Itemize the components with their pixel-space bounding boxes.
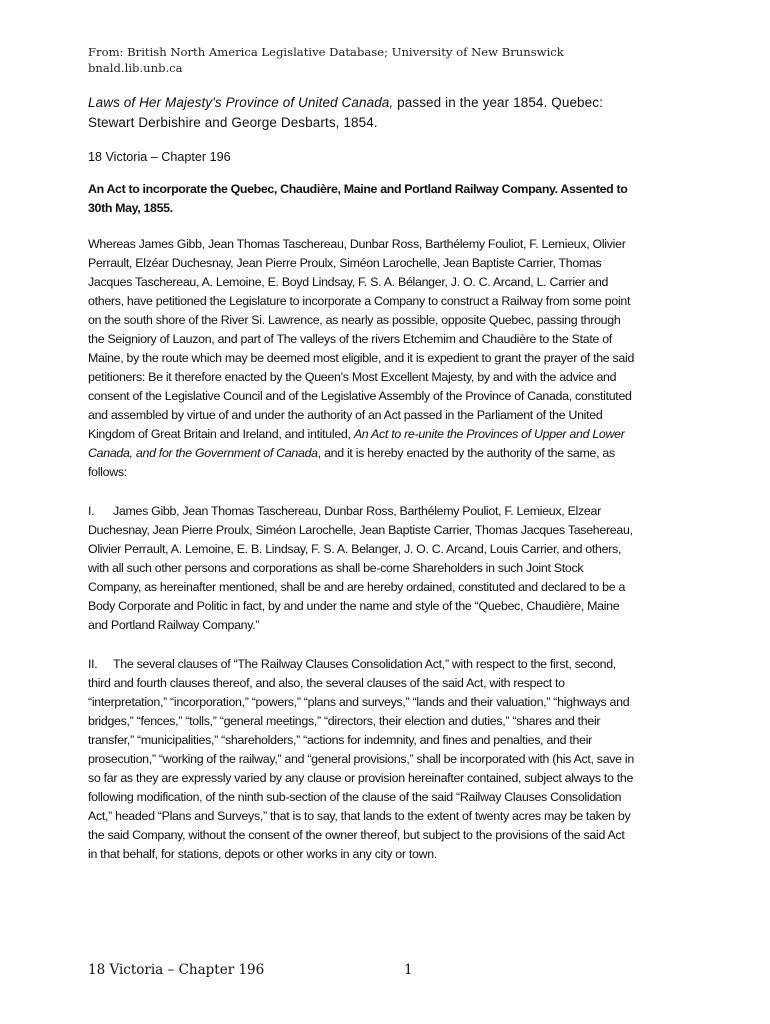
preamble-act-title: An Act to re-unite the Provinces of Upper and Lower Canada, and for the Government of Canada: [88, 427, 625, 460]
section-text: The several clauses of “The Railway Clauses Consolidation Act,” with respect to the first, second, third and fourth clauses thereof, and also, the several clauses of the said Act, with respect to “interpretation,” “incorporation,” “powers,” “plans and surveys,” “lands and their valuation,” “highways and bridges,” “fences,” “tolls,” “general meetings,” “directors, their election and duties,” “shares and their transfer,” “municipalities,” “shareholders,” “actions for indemnity, and fines and penalties, and their prosecution,” “working of the railway,” and “general provisions,” shall be incorporated with (his Act, save in so far as they are expressly varied by any clause or provision hereinafter contained, subject always to the following modification, of the ninth sub-section of the clause of the said “Railway Clauses Consolidation Act,” headed “Plans and Surveys,” that is to say, that lands to the extent of twenty acres may be taken by the said Company, without the consent of the owner thereof, but subject to the provisions of the said Act in that behalf, for stations, depots or other works in any city or town.: [88, 657, 634, 861]
section-1: [88, 502, 636, 635]
source-url: bnald.lib.unb.ca: [88, 61, 183, 75]
source-line: From: British North America Legislative Database; University of New Brunswick: [88, 45, 564, 59]
page-number: 1: [404, 962, 413, 978]
section-number: I.: [88, 504, 95, 518]
section-number: II.: [88, 657, 98, 671]
preamble-text-end: , and it is hereby enacted by the authority of the same, as follows:: [88, 446, 615, 479]
citation: [88, 93, 636, 133]
source-attribution: [88, 44, 636, 76]
citation-title: Laws of Her Majesty's Province of United Canada,: [88, 95, 394, 110]
running-footer: 18 Victoria – Chapter 196: [88, 962, 265, 978]
section-2: [88, 655, 636, 864]
preamble: [88, 235, 636, 482]
citation-rest: passed in the year 1854. Quebec: Stewart Derbishire and George Desbarts, 1854.: [88, 95, 603, 130]
act-title: An Act to incorporate the Quebec, Chaudière, Maine and Portland Railway Company. Assented to 30th May, 1855.: [88, 182, 628, 215]
preamble-text: Whereas James Gibb, Jean Thomas Taschereau, Dunbar Ross, Barthélemy Fouliot, F. Lemieux, Olivier Perrault, Elzéar Duchesnay, Jean Pierre Proulx, Siméon Larochelle, Jean Baptiste Carrier, Thomas Jacques Taschereau, A. Lemoine, E. Boyd Lindsay, F. S. A. Bélanger, J. O. C. Arcand, L. Carrier and others, have petitioned the Legislature to incorporate a Company to construct a Railway from some point on the south shore of the River Si. Lawrence, as nearly as possible, opposite Quebec, passing through the Seigniory of Lauzon, and part of The valleys of the rivers Etchemim and Chaudière to the State of Maine, by the route which may be deemed most eligible, and it is expedient to grant the prayer of the said petitioners: Be it therefore enacted by the Queen’s Most Excellent Majesty, by and with the advice and consent of the Legislative Council and of the Legislative Assembly of the Province of Canada, constituted and assembled by virtue of and under the authority of an Act passed in the Parliament of the United Kingdom of Great Britain and Ireland, and intituled,: [88, 237, 635, 441]
document-page: [88, 44, 636, 864]
chapter-heading: 18 Victoria – Chapter 196: [88, 150, 231, 164]
section-text: James Gibb, Jean Thomas Taschereau, Dunbar Ross, Barthélemy Pouliot, F. Lemieux, Elzear Duchesnay, Jean Pierre Proulx, Siméon Larochelle, Jean Baptiste Carrier, Thomas Jacques Tasehereau, Olivier Perrault, A. Lemoine, E. B. Lindsay, F. S. A. Belanger, J. O. C. Arcand, Louis Carrier, and others, with all such other persons and corporations as shall be-come Shareholders in such Joint Stock Company, as hereinafter mentioned, shall be and are hereby ordained, constituted and declared to be a Body Corporate and Politic in fact, by and under the name and style of the “Quebec, Chaudière, Maine and Portland Railway Company.”: [88, 504, 633, 632]
